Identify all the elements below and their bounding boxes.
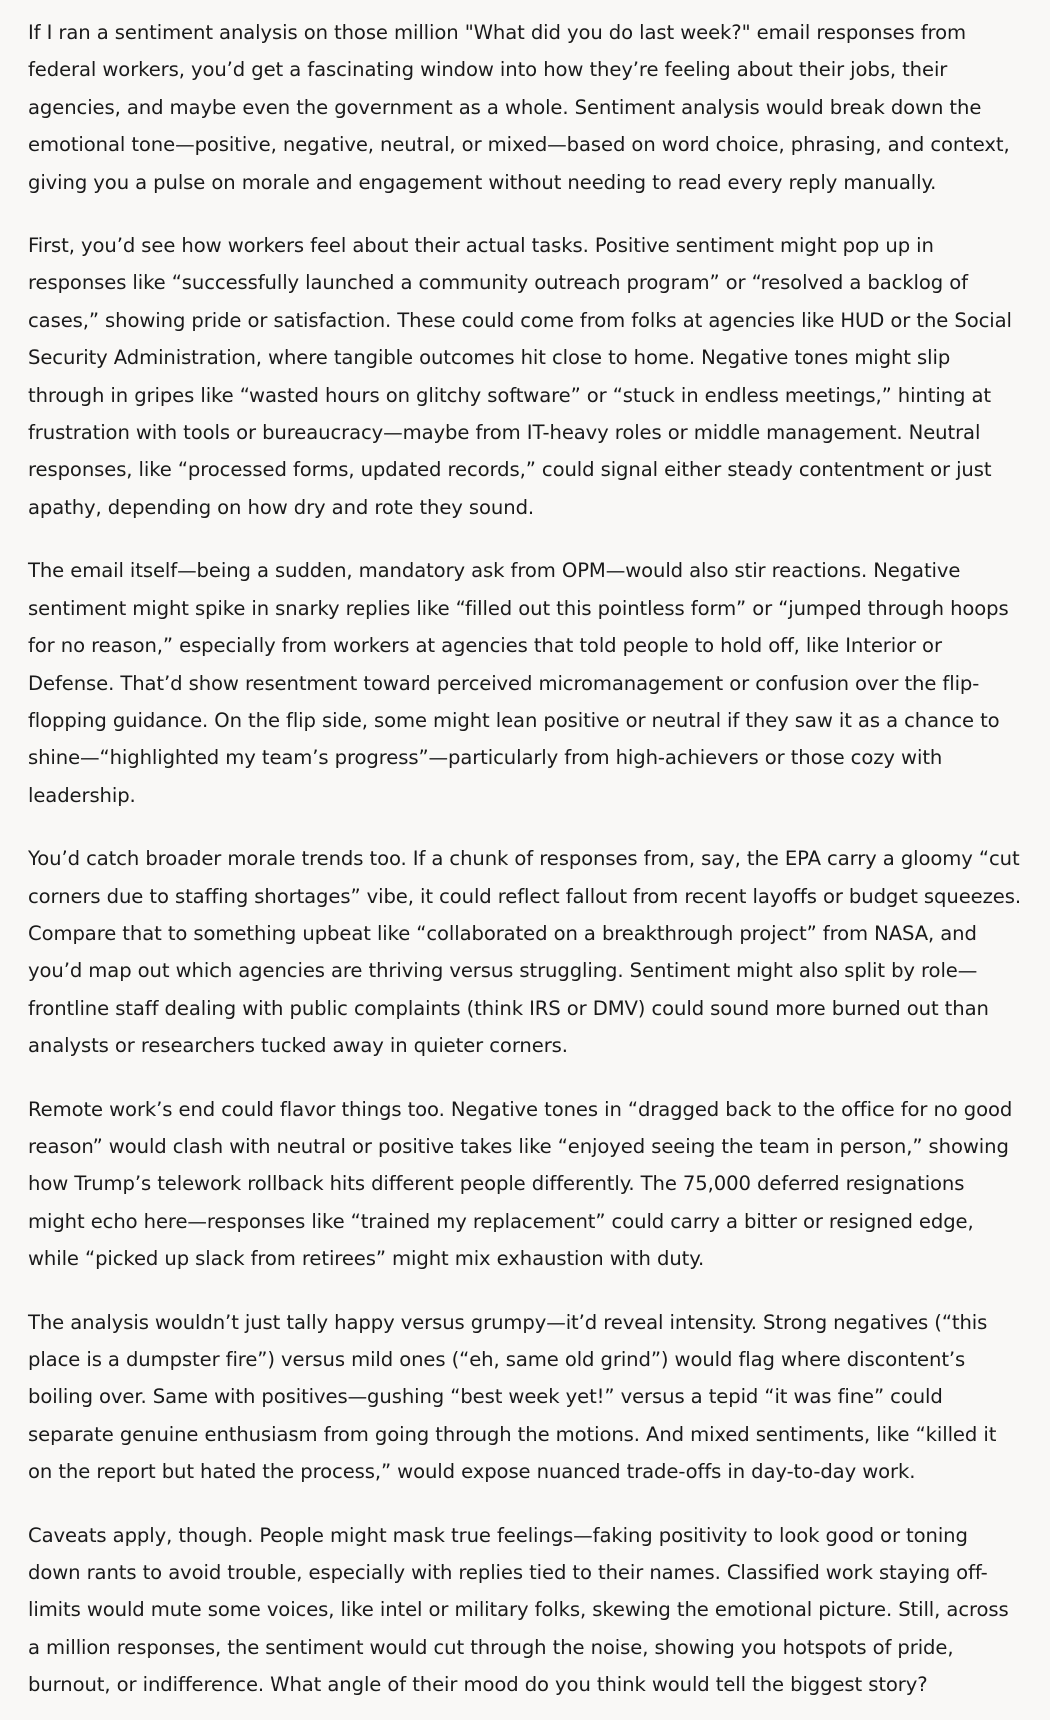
paragraph-tasks: First, you’d see how workers feel about their actual tasks. Positive sentiment might pop up in responses like “successfully launched a community outreach program” or “resolved a backlog of cases,” showing pride or satisfaction. These could come from folks at agencies like HUD or the Social Security Administration, where tangible outcomes hit close to home. Negative tones might slip through in gripes like “wasted hours on glitchy software” or “stuck in endless meetings,” hinting at frustration with tools or bureaucracy—maybe from IT-heavy roles or middle management. Neutral responses, like “processed forms, updated records,” could signal either steady contentment or just apathy, depending on how dry and rote they sound.: [28, 234, 1012, 519]
paragraph-remote-work: Remote work’s end could flavor things too. Negative tones in “dragged back to the office for no good reason” would clash with neutral or positive takes like “enjoyed seeing the team in person,” showing how Trump’s telework rollback hits different people differently. The 75,000 deferred resignations might echo here—responses like “trained my replacement” could carry a bitter or resigned edge, while “picked up slack from retirees” might mix exhaustion with duty.: [28, 1097, 1013, 1271]
paragraph-intro: If I ran a sentiment analysis on those million "What did you do last week?" email responses from federal workers, you’d get a fascinating window into how they’re feeling about their jobs, their agencies, and maybe even the government as a whole. Sentiment analysis would break down the emotional tone—positive, negative, neutral, or mixed—based on word choice, phrasing, and context, giving you a pulse on morale and engagement without needing to read every reply manually.: [28, 21, 1010, 194]
paragraph-morale-trends: You’d catch broader morale trends too. If a chunk of responses from, say, the EPA carry a gloomy “cut corners due to staffing shortages” vibe, it could reflect fallout from recent layoffs or budget squeezes. Compare that to something upbeat like “collaborated on a breakthrough project” from NASA, and you’d map out which agencies are thriving versus struggling. Sentiment might also split by role—frontline staff dealing with public complaints (think IRS or DMV) could sound more burned out than analysts or researchers tucked away in quieter corners.: [28, 847, 1021, 1058]
paragraph-caveats: Caveats apply, though. People might mask true feelings—faking positivity to look good or toning down rants to avoid trouble, especially with replies tied to their names. Classified work staying off-limits would mute some voices, like intel or military folks, skewing the emotional picture. Still, across a million responses, the sentiment would cut through the noise, showing you hotspots of pride, burnout, or indifference. What angle of their mood do you think would tell the biggest story?: [28, 1523, 1009, 1697]
paragraph-email-reactions: The email itself—being a sudden, mandatory ask from OPM—would also stir reactions. Negative sentiment might spike in snarky replies like “filled out this pointless form” or “jumped through hoops for no reason,” especially from workers at agencies that told people to hold off, like Interior or Defense. That’d show resentment toward perceived micromanagement or confusion over the flip-flopping guidance. On the flip side, some might lean positive or neutral if they saw it as a chance to shine—“highlighted my team’s progress”—particularly from high-achievers or those cozy with leadership.: [28, 559, 1009, 807]
paragraph-intensity: The analysis wouldn’t just tally happy versus grumpy—it’d reveal intensity. Strong negatives (“this place is a dumpster fire”) versus mild ones (“eh, same old grind”) would flag where discontent’s boiling over. Same with positives—gushing “best week yet!” versus a tepid “it was fine” could separate genuine enthusiasm from going through the motions. And mixed sentiments, like “killed it on the report but hated the process,” would expose nuanced trade-offs in day-to-day work.: [28, 1310, 997, 1484]
